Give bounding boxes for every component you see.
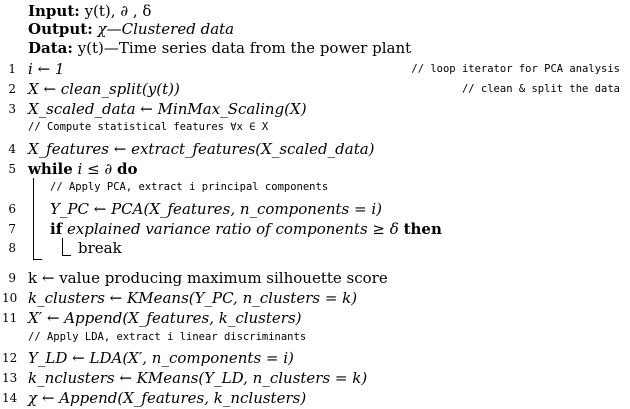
input-value: y(t), ∂ , δ bbox=[84, 2, 152, 20]
algo-line-12 bbox=[0, 348, 630, 368]
line-code bbox=[50, 219, 442, 239]
data-line bbox=[28, 38, 411, 58]
comment-pca: // Apply PCA, extract i principal components bbox=[50, 181, 329, 193]
line-number: 5 bbox=[8, 162, 16, 176]
keyword-while: while bbox=[28, 160, 73, 178]
keyword-do: do bbox=[117, 160, 138, 178]
algo-line-10 bbox=[0, 288, 630, 308]
algo-line-1 bbox=[0, 59, 630, 79]
algo-line-3 bbox=[0, 99, 630, 119]
line-code bbox=[28, 159, 138, 179]
line-code: k ← value producing maximum silhouette score bbox=[28, 269, 388, 287]
line-code: k_nclusters ← KMeans(Y_LD, n_clusters = k) bbox=[28, 369, 368, 387]
comment-features: // Compute statistical features ∀x ∈ X bbox=[28, 121, 269, 133]
line-code: break bbox=[78, 239, 122, 257]
line-number: 7 bbox=[8, 222, 16, 236]
output-value: χ—Clustered data bbox=[97, 20, 235, 38]
line-comment: // loop iterator for PCA analysis bbox=[411, 63, 620, 75]
line-code: k_clusters ← KMeans(Y_PC, n_clusters = k) bbox=[28, 289, 358, 307]
line-code: X_scaled_data ← MinMax_Scaling(X) bbox=[28, 100, 307, 118]
algo-line-8 bbox=[0, 238, 630, 258]
input-line bbox=[28, 1, 151, 21]
line-code: i ← 1 bbox=[28, 60, 65, 78]
data-value: y(t)—Time series data from the power plant bbox=[77, 39, 412, 57]
algo-line-5 bbox=[0, 159, 630, 179]
line-number: 8 bbox=[8, 241, 16, 255]
algo-line-13 bbox=[0, 368, 630, 388]
line-number: 3 bbox=[8, 102, 16, 116]
algo-line-7 bbox=[0, 219, 630, 239]
algo-line-6 bbox=[0, 199, 630, 219]
output-label: Output: bbox=[28, 20, 93, 38]
line-code: Y_PC ← PCA(X_features, n_components = i) bbox=[50, 200, 382, 218]
line-number: 11 bbox=[2, 311, 18, 325]
line-number: 6 bbox=[8, 202, 16, 216]
data-label: Data: bbox=[28, 39, 73, 57]
line-code: X ← clean_split(y(t)) bbox=[28, 80, 180, 98]
line-number: 10 bbox=[2, 291, 18, 305]
line-code: χ ← Append(X_features, k_nclusters) bbox=[28, 389, 307, 407]
line-comment: // clean & split the data bbox=[461, 83, 620, 95]
input-label: Input: bbox=[28, 2, 80, 20]
line-number: 12 bbox=[2, 351, 18, 365]
line-number: 1 bbox=[8, 62, 16, 76]
algo-line-2 bbox=[0, 79, 630, 99]
line-code: Y_LD ← LDA(X′, n_components = i) bbox=[28, 349, 294, 367]
algo-line-11 bbox=[0, 308, 630, 328]
comment-lda: // Apply LDA, extract i linear discriminants bbox=[28, 331, 307, 343]
line-number: 9 bbox=[8, 271, 16, 285]
algo-line-4 bbox=[0, 139, 630, 159]
line-number: 14 bbox=[2, 391, 18, 405]
if-condition: explained variance ratio of components ≥ δ bbox=[66, 220, 399, 238]
line-number: 13 bbox=[2, 371, 18, 385]
line-code: X_features ← extract_features(X_scaled_data) bbox=[28, 140, 375, 158]
while-condition: i ≤ ∂ bbox=[77, 160, 113, 178]
line-number: 2 bbox=[8, 82, 16, 96]
keyword-if: if bbox=[50, 220, 63, 238]
line-number: 4 bbox=[8, 142, 16, 156]
algo-line-9 bbox=[0, 268, 630, 288]
algo-line-14 bbox=[0, 388, 630, 408]
line-code: X′ ← Append(X_features, k_clusters) bbox=[28, 309, 302, 327]
output-line bbox=[28, 19, 234, 39]
keyword-then: then bbox=[403, 220, 442, 238]
